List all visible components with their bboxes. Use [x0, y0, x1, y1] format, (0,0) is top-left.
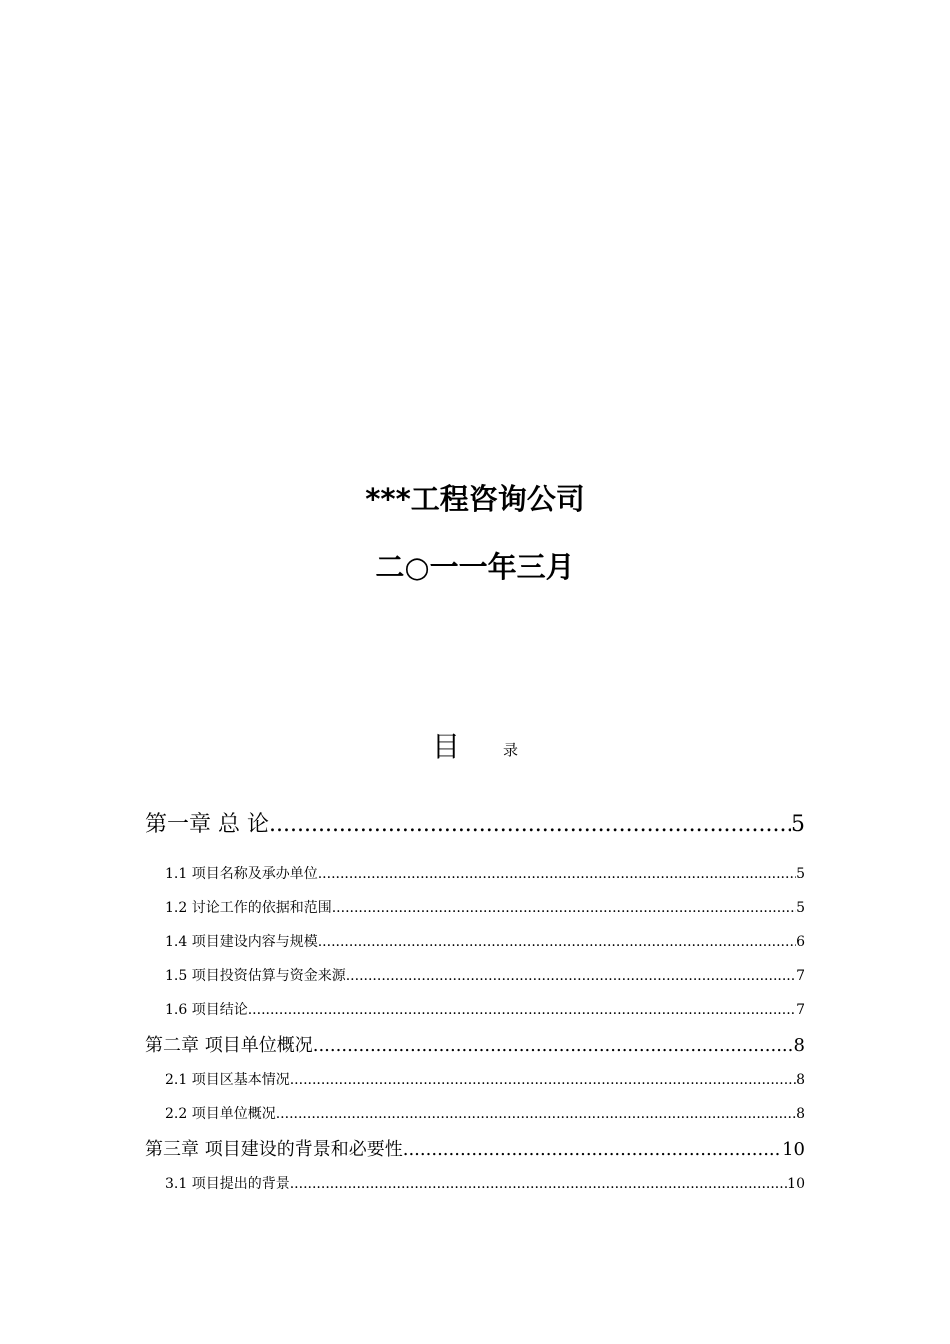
toc-leader — [332, 898, 796, 918]
toc-entry-2-1[interactable] — [165, 1070, 805, 1090]
toc-entry-page: 5 — [791, 812, 805, 837]
toc-leader — [248, 1000, 796, 1020]
toc-entry-title: 2.1 项目区基本情况 — [165, 1072, 290, 1088]
toc-entry-1-6[interactable] — [165, 1000, 805, 1020]
toc-entry-2-2[interactable] — [165, 1104, 805, 1124]
toc-leader — [403, 1137, 782, 1163]
toc-leader — [318, 864, 796, 884]
toc-entry-3-1[interactable] — [165, 1174, 805, 1194]
toc-leader — [290, 1174, 787, 1194]
toc-entry-page: 5 — [796, 866, 805, 882]
toc-heading-part2: 录 — [503, 741, 519, 759]
toc-entry-title: 第一章 总 论 — [145, 812, 269, 837]
toc-leader — [313, 1033, 794, 1059]
toc-entry-page: 5 — [796, 900, 805, 916]
toc-entry-page: 7 — [796, 968, 805, 984]
toc-entry-page: 10 — [787, 1176, 805, 1192]
company-name: ***工程咨询公司 — [365, 482, 585, 516]
toc-entry-chapter-1[interactable] — [145, 810, 805, 840]
toc-leader — [318, 932, 796, 952]
toc-entry-title: 第二章 项目单位概况 — [145, 1035, 313, 1056]
toc-entry-title: 1.2 讨论工作的依据和范围 — [165, 900, 332, 916]
toc-leader — [276, 1104, 796, 1124]
toc-entry-1-2[interactable] — [165, 898, 805, 918]
toc-entry-title: 2.2 项目单位概况 — [165, 1106, 276, 1122]
toc-entry-page: 8 — [793, 1035, 805, 1056]
toc-entry-1-1[interactable] — [165, 864, 805, 884]
toc-entry-page: 10 — [782, 1139, 805, 1160]
toc-entry-title: 3.1 项目提出的背景 — [165, 1176, 290, 1192]
toc-entry-chapter-3[interactable] — [145, 1137, 805, 1163]
toc-leader — [346, 966, 796, 986]
toc-entry-title: 第三章 项目建设的背景和必要性 — [145, 1139, 403, 1160]
toc-entry-page: 6 — [796, 934, 805, 950]
toc-heading-part1: 目 — [432, 730, 461, 763]
toc-entry-chapter-2[interactable] — [145, 1033, 805, 1059]
toc-entry-title: 1.1 项目名称及承办单位 — [165, 866, 318, 882]
toc-entry-title: 1.5 项目投资估算与资金来源 — [165, 968, 346, 984]
report-date: 二○一一年三月 — [375, 550, 575, 584]
toc-entry-title: 1.6 项目结论 — [165, 1002, 248, 1018]
toc-entry-page: 8 — [796, 1106, 805, 1122]
toc-entry-1-4[interactable] — [165, 932, 805, 952]
toc-leader — [269, 810, 791, 840]
toc-entry-1-5[interactable] — [165, 966, 805, 986]
toc-entry-page: 7 — [796, 1002, 805, 1018]
toc-heading — [432, 728, 552, 768]
toc-entry-title: 1.4 项目建设内容与规模 — [165, 934, 318, 950]
toc-leader — [290, 1070, 796, 1090]
toc-entry-page: 8 — [796, 1072, 805, 1088]
